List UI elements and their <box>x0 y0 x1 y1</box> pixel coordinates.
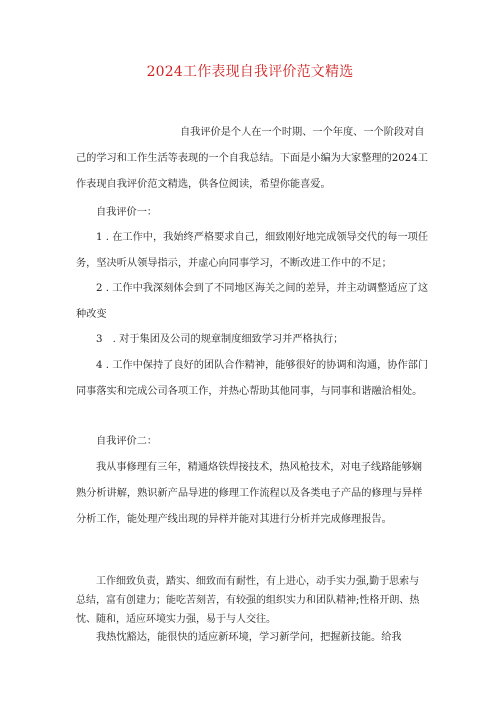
item-2: 2 . 工作中我深刻体会到了不同地区海关之间的差异，并主动调整适应了这种改变 <box>76 283 429 320</box>
item-3: 3 . 对于集团及公司的规章制度细致学习并严格执行； <box>96 334 344 345</box>
section-1-heading: 自我评价一： <box>96 207 158 218</box>
paragraph-4: 我热忱豁达，能很快的适应新环境，学习新学问，把握新技能。给我 <box>96 632 402 643</box>
paragraph-3: 工作细致负责，踏实、细致而有耐性，有上进心，动手实力强,勤于思索与总结，富有创建力；能吃苦刻苦，有较强的组织实力和团队精神;性格开朗、热忱、随和，适应环境实力强，易于与人交往。 <box>76 576 420 625</box>
document-title: 2024工作表现自我评价范文精选 <box>146 64 354 80</box>
intro-paragraph: 自我评价是个人在一个时期、一个年度、一个阶段对自己的学习和工作生活等表现的一个自我总结。下面是小编为大家整理的2024工作表现自我评价范文精选，供各位阅读，希望你能喜爱。 <box>76 127 428 190</box>
item-4: 4 . 工作中保持了良好的团队合作精神，能够很好的协调和沟通，协作部门同事落实和完成公司各项工作，并热心帮助其他同事，与同事和谐融洽相处。 <box>76 360 429 397</box>
section-2-heading: 自我评价二： <box>96 436 158 447</box>
paragraph-2: 我从事修理有三年，精通烙铁焊接技术，热风枪技术，对电子线路能够娴熟分析讲解，熟识新产品导进的修理工作流程以及各类电子产品的修理与异样分析工作，能处理产线出现的异样并能对其进行分析并完成修理报告。 <box>76 462 423 525</box>
item-1: 1 . 在工作中，我始终严格要求自己，细致刚好地完成领导交代的每一项任务，坚决听从领导指示，并虚心向同事学习，不断改进工作中的不足； <box>76 232 429 269</box>
